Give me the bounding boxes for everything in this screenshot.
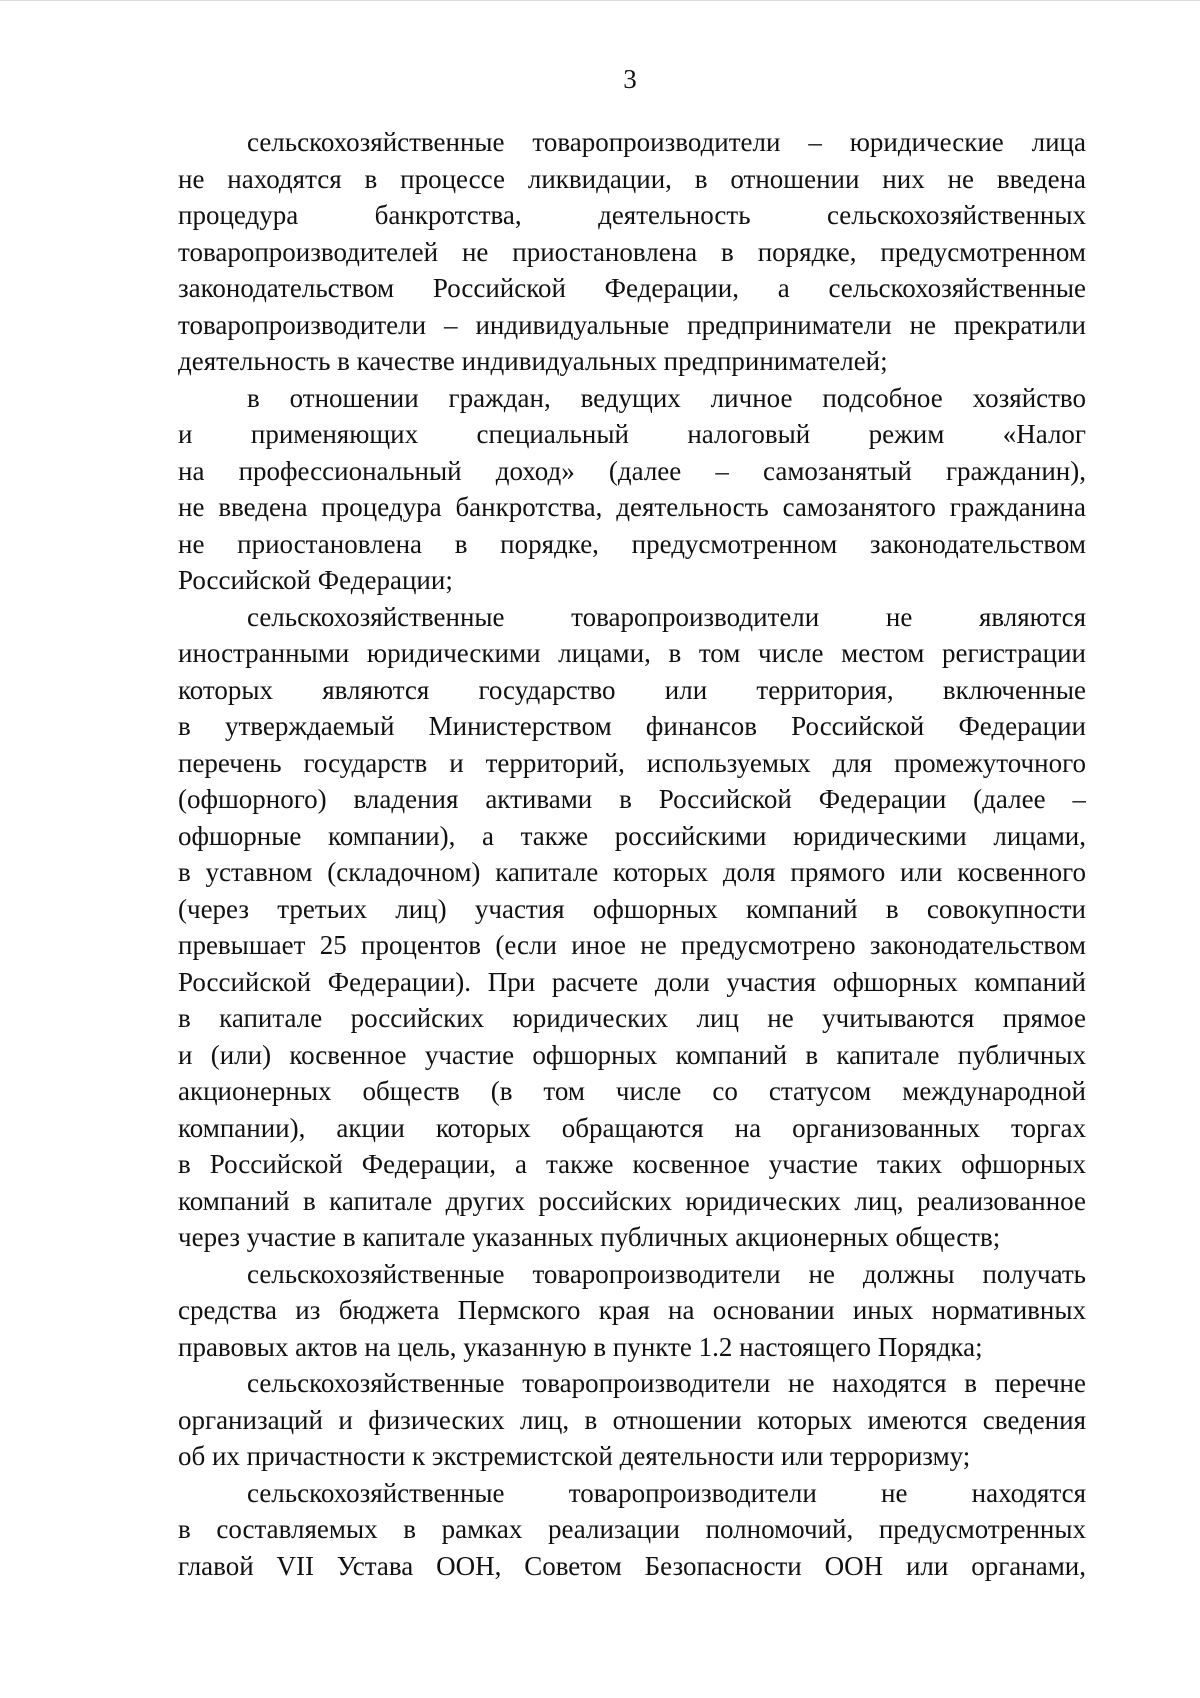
paragraph [178,124,1086,380]
paragraph-line: законодательством Российской Федерации, а сельскохозяйственные [178,273,1086,303]
paragraph-line: перечень государств и территорий, используемых для промежуточного [178,747,1086,778]
paragraph [178,1256,1086,1366]
paragraph-line: в уставном (складочном) капитале которых доля прямого или косвенного [178,857,1086,887]
paragraph-line: правовых актов на цель, указанную в пункте 1.2 настоящего Порядка; [178,1331,983,1362]
paragraph-line: сельскохозяйственные товаропроизводители не являются [247,601,1086,632]
paragraph-line: через участие в капитале указанных публичных акционерных обществ; [178,1222,1001,1252]
paragraph-line: превышает 25 процентов (если иное не предусмотрено законодательством [178,930,1086,960]
paragraph-line: не введена процедура банкротства, деятельность самозанятого гражданина [178,492,1086,522]
paragraph-line: (офшорного) владения активами в Российской Федерации (далее – [178,784,1086,814]
paragraph-line: на профессиональный доход» (далее – самозанятый гражданин), [178,455,1086,486]
paragraph-line: и (или) косвенное участие офшорных компаний в капитале публичных [178,1039,1086,1070]
paragraph-line: Российской Федерации; [178,565,453,595]
paragraph-line: не находятся в процессе ликвидации, в отношении них не введена [178,163,1086,194]
paragraph-line: процедура банкротства, деятельность сельскохозяйственных [178,200,1086,230]
paragraph-line: в составляемых в рамках реализации полномочий, предусмотренных [178,1514,1086,1544]
paragraph-line: в утверждаемый Министерством финансов Российской Федерации [178,711,1086,741]
paragraph-line: средства из бюджета Пермского края на основании иных нормативных [178,1295,1086,1325]
paragraph-line: которых являются государство или территория, включенные [178,674,1086,705]
paragraph-line: в Российской Федерации, а также косвенное участие таких офшорных [178,1149,1086,1179]
paragraph [178,1365,1086,1475]
paragraph-line: организаций и физических лиц, в отношении которых имеются сведения [178,1404,1086,1435]
paragraph-line: не приостановлена в порядке, предусмотренном законодательством [178,528,1086,559]
paragraph-line: в отношении граждан, ведущих личное подсобное хозяйство [247,382,1086,413]
paragraph-line: и применяющих специальный налоговый режим «Налог [178,419,1086,449]
paragraph-line: акционерных обществ (в том числе со статусом международной [178,1076,1086,1106]
paragraph-line: сельскохозяйственные товаропроизводители не находятся [247,1477,1086,1508]
paragraph-line: деятельность в качестве индивидуальных предпринимателей; [178,346,888,376]
paragraph-line: сельскохозяйственные товаропроизводители не находятся в перечне [247,1368,1086,1398]
paragraph-line: товаропроизводители – индивидуальные предприниматели не прекратили [178,309,1086,340]
paragraph-line: компаний в капитале других российских юридических лиц, реализованное [178,1185,1086,1216]
paragraph-line: иностранными юридическими лицами, в том числе местом регистрации [178,638,1086,668]
paragraph-line: сельскохозяйственные товаропроизводители не должны получать [247,1258,1086,1289]
paragraph-line: об их причастности к экстремистской деятельности или терроризму; [178,1441,971,1471]
document-body [178,124,1086,1584]
paragraph [178,380,1086,599]
paragraph [178,1475,1086,1585]
page-number: 3 [623,64,637,94]
paragraph-line: сельскохозяйственные товаропроизводители – юридические лица [247,127,1086,157]
paragraph-line: (через третьих лиц) участия офшорных компаний в совокупности [178,893,1086,924]
paragraph-line: товаропроизводителей не приостановлена в порядке, предусмотренном [178,236,1086,267]
paragraph-line: компании), акции которых обращаются на организованных торгах [178,1112,1086,1143]
paragraph-line: в капитале российских юридических лиц не учитываются прямое [178,1003,1086,1033]
paragraph-line: офшорные компании), а также российскими юридическими лицами, [178,820,1086,851]
paragraph [178,599,1086,1256]
paragraph-line: главой VII Устава ООН, Советом Безопасности ООН или органами, [178,1550,1086,1581]
paragraph-line: Российской Федерации). При расчете доли участия офшорных компаний [178,966,1086,997]
